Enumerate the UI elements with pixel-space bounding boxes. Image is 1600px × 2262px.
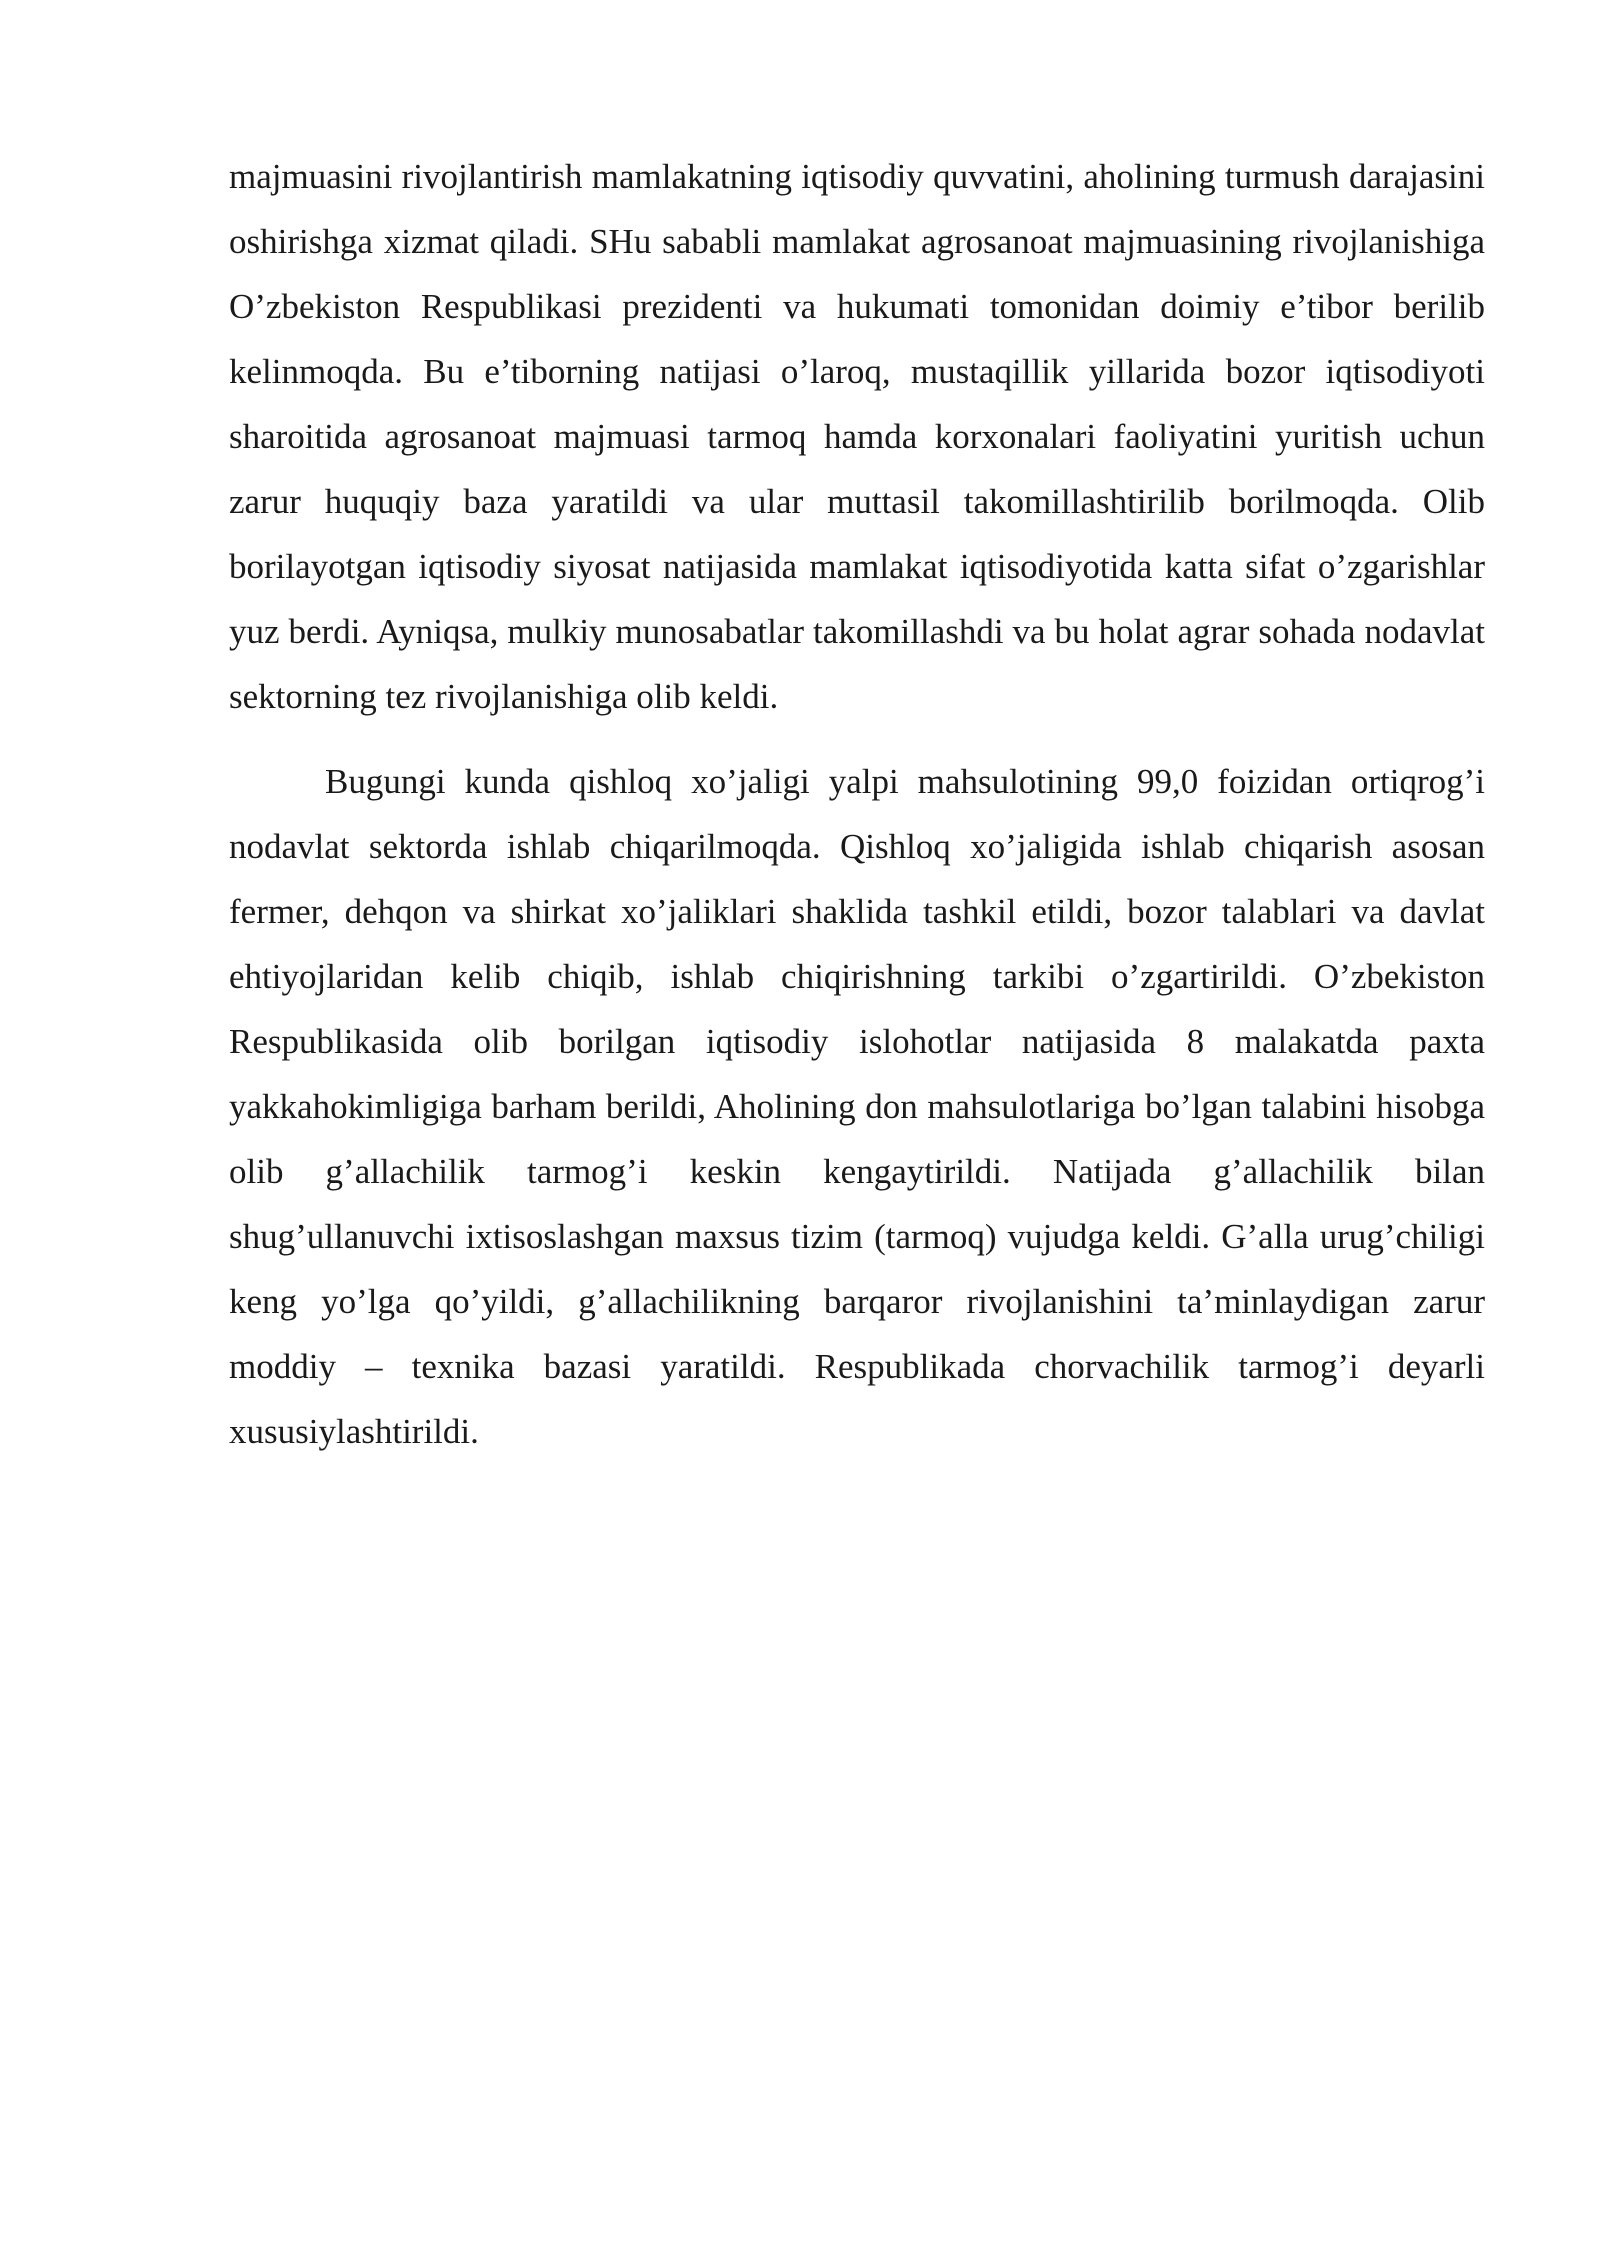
document-body — [229, 144, 1485, 1464]
paragraph-1: majmuasini rivojlantirish mamlakatning iqtisodiy quvvatini, aholining turmush darajasini oshirishga xizmat qiladi. SHu sababli mamlakat agrosanoat majmuasining rivojlanishiga O’zbekiston Respublikasi prezidenti va hukumati tomonidan doimiy e’tibor berilib kelinmoqda. Bu e’tiborning natijasi o’laroq, mustaqillik yillarida bozor iqtisodiyoti sharoitida agrosanoat majmuasi tarmoq hamda korxonalari faoliyatini yuritish uchun zarur huquqiy baza yaratildi va ular muttasil takomillashtirilib borilmoqda. Olib borilayotgan iqtisodiy siyosat natijasida mamlakat iqtisodiyotida katta sifat o’zgarishlar yuz berdi. Ayniqsa, mulkiy munosabatlar takomillashdi va bu holat agrar sohada nodavlat sektorning tez rivojlanishiga olib keldi. — [229, 157, 1485, 716]
paragraph-2: Bugungi kunda qishloq xo’jaligi yalpi mahsulotining 99,0 foizidan ortiqrog’i nodavlat sektorda ishlab chiqarilmoqda. Qishloq xo’jaligida ishlab chiqarish asosan fermer, dehqon va shirkat xo’jaliklari shaklida tashkil etildi, bozor talablari va davlat ehtiyojlaridan kelib chiqib, ishlab chiqirishning tarkibi o’zgartirildi. O’zbekiston Respublikasida olib borilgan iqtisodiy islohotlar natijasida 8 malakatda paxta yakkahokimligiga barham berildi, Aholining don mahsulotlariga bo’lgan talabini hisobga olib g’allachilik tarmog’i keskin kengaytirildi. Natijada g’allachilik bilan shug’ullanuvchi ixtisoslashgan maxsus tizim (tarmoq) vujudga keldi. G’alla urug’chiligi keng yo’lga qo’yildi, g’allachilikning barqaror rivojlanishini ta’minlaydigan zarur moddiy – texnika bazasi yaratildi. Respublikada chorvachilik tarmog’i deyarli xususiylashtirildi. — [229, 762, 1485, 1451]
